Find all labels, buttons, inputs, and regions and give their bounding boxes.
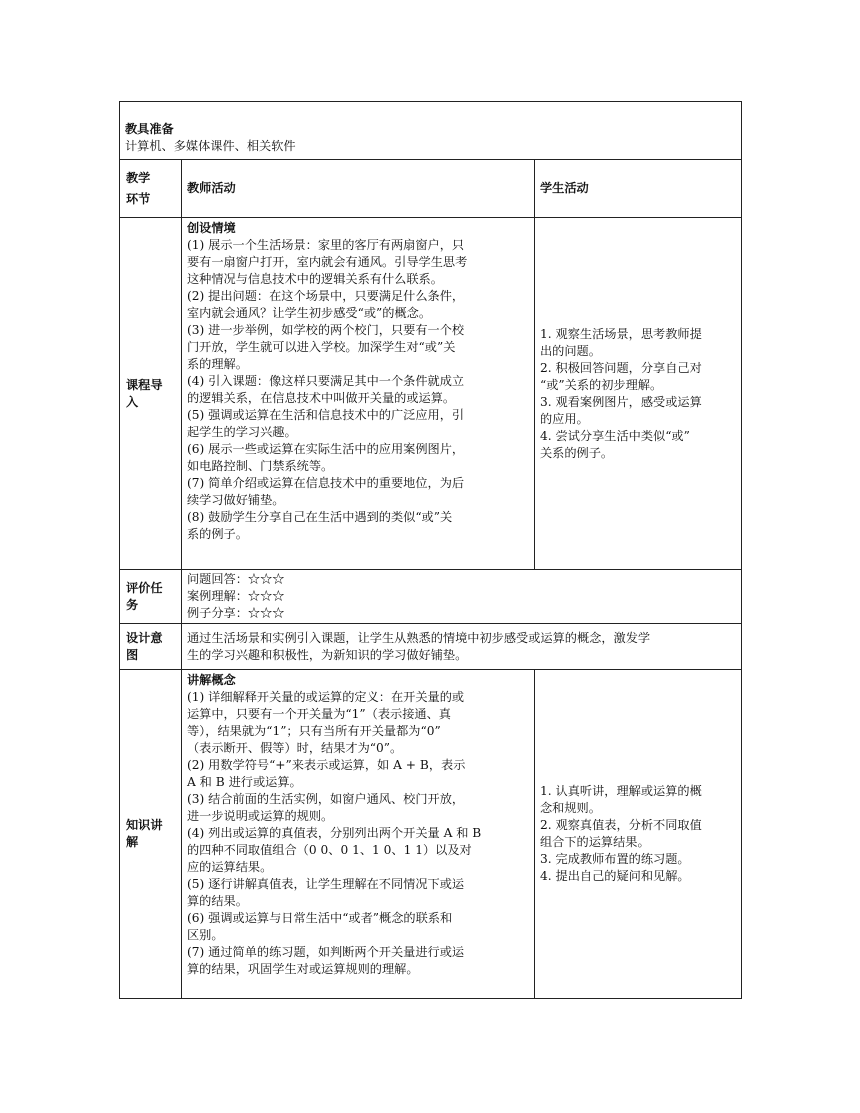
intro-student-list bbox=[540, 326, 736, 462]
intro-student-cell bbox=[535, 218, 742, 570]
knowledge-teacher-line: (6) 强调或运算与日常生活中“或者”概念的联系和 bbox=[187, 911, 453, 925]
knowledge-teacher-list bbox=[187, 689, 529, 978]
prep-title: 教具准备 bbox=[125, 122, 174, 136]
knowledge-student-line: 2. 观察真值表，分析不同取值 bbox=[540, 818, 702, 832]
design-row bbox=[120, 624, 742, 670]
intro-teacher-line: (5) 强调或运算在生活和信息技术中的广泛应用，引 bbox=[187, 408, 465, 422]
intro-teacher-line: 的逻辑关系，在信息技术中叫做开关量的或运算。 bbox=[187, 391, 456, 405]
knowledge-teacher-line: 进一步说明或运算的规则。 bbox=[187, 809, 334, 823]
intro-student-line: 4. 尝试分享生活中类似“或” bbox=[540, 428, 690, 443]
design-line: 生的学习兴趣和积极性，为新知识的学习做好铺垫。 bbox=[187, 647, 468, 662]
prep-row bbox=[120, 102, 742, 160]
knowledge-teacher-line: (7) 通过简单的练习题，如判断两个开关量进行或运 bbox=[187, 945, 465, 959]
eval-label: 评价任 务 bbox=[120, 570, 182, 624]
intro-teacher-line: 系的例子。 bbox=[187, 527, 248, 541]
knowledge-student-line: 4. 提出自己的疑问和见解。 bbox=[540, 869, 690, 883]
knowledge-student-line: 组合下的运算结果。 bbox=[540, 835, 650, 849]
eval-line: 例子分享：☆☆☆ bbox=[187, 606, 285, 620]
knowledge-student-line: 1. 认真听讲，理解或运算的概 bbox=[540, 784, 702, 798]
eval-row bbox=[120, 570, 742, 624]
intro-teacher-title: 创设情境 bbox=[187, 221, 236, 235]
knowledge-teacher-line: (3) 结合前面的生活实例，如窗户通风、校门开放， bbox=[187, 792, 465, 806]
intro-student-line: 的应用。 bbox=[540, 411, 589, 426]
knowledge-label: 知识讲 解 bbox=[120, 670, 182, 999]
intro-teacher-line: (2) 提出问题：在这个场景中，只要满足什么条件， bbox=[187, 289, 465, 303]
header-stage: 教学 环节 bbox=[120, 160, 182, 218]
knowledge-teacher-line: (1) 详细解释开关量的或运算的定义：在开关量的或 bbox=[187, 690, 465, 704]
lesson-plan-table bbox=[119, 101, 742, 999]
eval-line: 案例理解：☆☆☆ bbox=[187, 589, 285, 603]
intro-teacher-cell bbox=[182, 218, 535, 570]
intro-teacher-line: 系的理解。 bbox=[187, 357, 248, 371]
knowledge-teacher-cell bbox=[182, 670, 535, 999]
design-line: 通过生活场景和实例引入课题，让学生从熟悉的情境中初步感受或运算的概念，激发学 bbox=[187, 630, 651, 645]
intro-teacher-line: 如电路控制、门禁系统等。 bbox=[187, 459, 334, 473]
header-row bbox=[120, 160, 742, 218]
knowledge-row bbox=[120, 670, 742, 999]
knowledge-teacher-line: 的四种不同取值组合（0 0、0 1、1 0、1 1）以及对 bbox=[187, 843, 472, 857]
prep-content: 计算机、多媒体课件、相关软件 bbox=[125, 139, 296, 153]
eval-list bbox=[187, 571, 736, 622]
header-teacher: 教师活动 bbox=[182, 160, 535, 218]
intro-label: 课程导 入 bbox=[120, 218, 182, 570]
intro-teacher-line: (7) 简单介绍或运算在信息技术中的重要地位，为后 bbox=[187, 476, 465, 490]
intro-teacher-line: (1) 展示一个生活场景：家里的客厅有两扇窗户，只 bbox=[187, 238, 465, 252]
knowledge-teacher-line: (2) 用数学符号“+”来表示或运算，如 A + B，表示 bbox=[187, 758, 466, 772]
intro-teacher-line: (8) 鼓励学生分享自己在生活中遇到的类似“或”关 bbox=[187, 510, 453, 524]
knowledge-teacher-line: 运算中，只要有一个开关量为“1”（表示接通、真 bbox=[187, 707, 451, 721]
design-label: 设计意 图 bbox=[120, 624, 182, 670]
knowledge-teacher-line: 算的结果。 bbox=[187, 894, 248, 908]
prep-cell bbox=[120, 102, 742, 160]
eval-line: 问题回答：☆☆☆ bbox=[187, 572, 285, 586]
knowledge-student-line: 3. 完成教师布置的练习题。 bbox=[540, 852, 690, 866]
knowledge-teacher-title: 讲解概念 bbox=[187, 673, 236, 687]
intro-student-line: 1. 观察生活场景，思考教师提 bbox=[540, 326, 702, 341]
intro-teacher-line: 起学生的学习兴趣。 bbox=[187, 425, 297, 439]
intro-teacher-line: 室内就会通风？让学生初步感受“或”的概念。 bbox=[187, 306, 432, 320]
header-student: 学生活动 bbox=[535, 160, 742, 218]
intro-row bbox=[120, 218, 742, 570]
intro-teacher-line: (6) 展示一些或运算在实际生活中的应用案例图片， bbox=[187, 442, 465, 456]
knowledge-teacher-line: 应的运算结果。 bbox=[187, 860, 273, 874]
knowledge-teacher-line: 等），结果就为“1”；只有当所有开关量都为“0” bbox=[187, 724, 441, 738]
eval-cell bbox=[182, 570, 742, 624]
knowledge-teacher-line: A 和 B 进行或运算。 bbox=[187, 775, 302, 789]
knowledge-student-line: 念和规则。 bbox=[540, 801, 601, 815]
intro-teacher-line: 要有一扇窗户打开，室内就会有通风。引导学生思考 bbox=[187, 255, 468, 269]
intro-student-line: “或”关系的初步理解。 bbox=[540, 377, 663, 392]
knowledge-teacher-line: （表示断开、假等）时，结果才为“0”。 bbox=[187, 741, 403, 755]
intro-teacher-line: (3) 进一步举例，如学校的两个校门，只要有一个校 bbox=[187, 323, 465, 337]
intro-student-line: 出的问题。 bbox=[540, 343, 601, 358]
intro-student-line: 2. 积极回答问题，分享自己对 bbox=[540, 360, 702, 375]
knowledge-teacher-line: 算的结果，巩固学生对或运算规则的理解。 bbox=[187, 962, 419, 976]
design-list bbox=[187, 630, 736, 664]
design-cell bbox=[182, 624, 742, 670]
knowledge-teacher-line: (5) 逐行讲解真值表，让学生理解在不同情况下或运 bbox=[187, 877, 465, 891]
knowledge-teacher-line: 区别。 bbox=[187, 928, 224, 942]
knowledge-student-cell bbox=[535, 670, 742, 999]
intro-teacher-line: 续学习做好铺垫。 bbox=[187, 493, 285, 507]
intro-teacher-line: 这种情况与信息技术中的逻辑关系有什么联系。 bbox=[187, 272, 443, 286]
intro-teacher-line: (4) 引入课题：像这样只要满足其中一个条件就成立 bbox=[187, 374, 465, 388]
knowledge-student-list bbox=[540, 783, 736, 885]
intro-teacher-line: 门开放，学生就可以进入学校。加深学生对“或”关 bbox=[187, 340, 456, 354]
knowledge-teacher-line: (4) 列出或运算的真值表，分别列出两个开关量 A 和 B bbox=[187, 826, 482, 840]
intro-student-line: 关系的例子。 bbox=[540, 445, 614, 460]
intro-teacher-list bbox=[187, 237, 529, 543]
intro-student-line: 3. 观看案例图片，感受或运算 bbox=[540, 394, 702, 409]
